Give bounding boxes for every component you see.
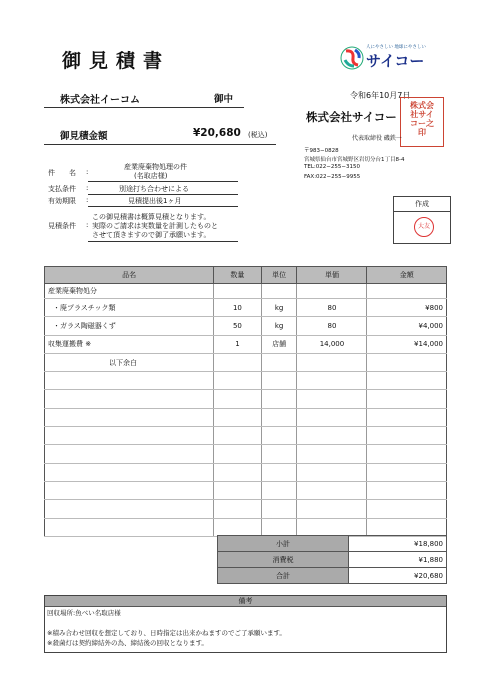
item-price <box>297 353 367 371</box>
item-name: 以下余白 <box>45 353 214 371</box>
table-row <box>45 427 447 445</box>
item-unit <box>261 372 297 390</box>
item-price <box>297 518 367 536</box>
item-unit <box>261 353 297 371</box>
issue-date: 令和6年10月7日 <box>350 91 411 100</box>
validity-value: 見積提出後1ヶ月 <box>128 197 182 205</box>
col-header-amount: 金額 <box>367 267 447 284</box>
col-header-qty: 数量 <box>214 267 261 284</box>
item-price <box>297 284 367 299</box>
item-price: 80 <box>297 317 367 335</box>
item-name <box>45 427 214 445</box>
col-header-unit: 単位 <box>261 267 297 284</box>
subject-line1: 産業廃棄物処理の件 <box>124 163 187 171</box>
author-stamp-label: 作成 <box>394 197 450 212</box>
payment-value: 別途打ち合わせによる <box>119 185 189 193</box>
client-name: 株式会社イーコム <box>60 95 140 106</box>
items-table <box>44 266 447 537</box>
subject-line2: (名取店様) <box>134 172 168 180</box>
estimate-amount: ¥20,680 <box>193 127 241 139</box>
estimate-tax-note: (税込) <box>248 131 268 139</box>
item-name <box>45 518 214 536</box>
item-name: ・ガラス陶磁器くず <box>45 317 214 335</box>
item-price <box>297 408 367 426</box>
col-header-price: 単価 <box>297 267 367 284</box>
estimate-condition-line: この御見積書は概算見積となります。 <box>92 213 211 221</box>
table-row <box>45 299 447 317</box>
item-qty <box>214 427 261 445</box>
item-amount <box>367 445 447 463</box>
table-row <box>45 353 447 371</box>
table-row <box>45 317 447 335</box>
author-stamp-box <box>393 196 451 244</box>
item-name: 収集運搬費 ※ <box>45 335 214 353</box>
subtotal-label: 小計 <box>218 536 349 552</box>
item-amount <box>367 284 447 299</box>
issuer-company: 株式会社サイコー <box>306 110 397 124</box>
item-price <box>297 500 367 518</box>
item-qty <box>214 463 261 481</box>
item-price <box>297 390 367 408</box>
client-underline <box>44 107 244 108</box>
item-name <box>45 390 214 408</box>
item-unit <box>261 427 297 445</box>
item-amount <box>367 463 447 481</box>
item-unit <box>261 481 297 499</box>
item-qty <box>214 445 261 463</box>
fax: FAX:022−255−9955 <box>304 174 361 180</box>
table-row <box>45 463 447 481</box>
logo-tagline: 人にやさしい 地球にやさしい <box>366 45 426 50</box>
item-price <box>297 481 367 499</box>
col-header-item: 品名 <box>45 267 214 284</box>
total-label: 合計 <box>218 568 349 584</box>
representative: 代表取締役 磯鉄一 <box>352 135 402 142</box>
item-amount: ¥800 <box>367 299 447 317</box>
item-price <box>297 463 367 481</box>
estimate-condition-label: 見積条件 <box>48 222 76 230</box>
estimate-amount-label: 御見積金額 <box>60 131 108 142</box>
item-amount <box>367 390 447 408</box>
client-honorific: 御中 <box>214 94 234 105</box>
item-name <box>45 408 214 426</box>
item-name <box>45 372 214 390</box>
item-unit <box>261 445 297 463</box>
table-row <box>45 284 447 299</box>
table-row <box>45 335 447 353</box>
item-unit: kg <box>261 299 297 317</box>
author-stamp: 大友 <box>414 217 434 237</box>
item-qty: 10 <box>214 299 261 317</box>
item-unit: 店舗 <box>261 335 297 353</box>
item-unit: kg <box>261 317 297 335</box>
logo-name: サイコー <box>366 52 425 70</box>
item-unit <box>261 463 297 481</box>
document-title: 御見積書 <box>62 50 171 72</box>
totals-table <box>217 535 447 584</box>
table-row <box>45 390 447 408</box>
estimate-condition-line: 実際のご請求は実数量を計測したものと <box>92 222 218 230</box>
tel: TEL:022−255−3150 <box>304 164 360 170</box>
postal-code: 〒983−0828 <box>304 148 339 154</box>
remarks-box <box>44 595 447 653</box>
item-qty: 1 <box>214 335 261 353</box>
item-price <box>297 427 367 445</box>
item-qty <box>214 353 261 371</box>
item-price <box>297 445 367 463</box>
total-value: ¥20,680 <box>349 568 447 584</box>
item-amount <box>367 518 447 536</box>
remarks-header: 備考 <box>45 596 446 607</box>
item-price: 80 <box>297 299 367 317</box>
payment-label: 支払条件 <box>48 185 76 193</box>
item-name <box>45 500 214 518</box>
item-amount <box>367 481 447 499</box>
table-row <box>45 372 447 390</box>
item-unit <box>261 518 297 536</box>
tax-label: 消費税 <box>218 552 349 568</box>
item-qty <box>214 390 261 408</box>
item-amount <box>367 353 447 371</box>
company-logo <box>340 44 460 74</box>
item-price: 14,000 <box>297 335 367 353</box>
leaf-logo-icon <box>340 46 364 70</box>
item-amount <box>367 372 447 390</box>
item-qty <box>214 408 261 426</box>
item-price <box>297 372 367 390</box>
amount-underline <box>44 144 276 145</box>
remarks-line: 回収場所:魚べい名取店様 <box>47 609 121 617</box>
item-name <box>45 481 214 499</box>
item-name: 産業廃棄物処分 <box>45 284 214 299</box>
tax-value: ¥1,880 <box>349 552 447 568</box>
item-name <box>45 463 214 481</box>
item-qty <box>214 372 261 390</box>
item-qty <box>214 284 261 299</box>
validity-label: 有効期限 <box>48 197 76 205</box>
item-name: ・廃プラスチック類 <box>45 299 214 317</box>
table-row <box>45 481 447 499</box>
item-qty <box>214 518 261 536</box>
table-row <box>45 518 447 536</box>
subject-label: 件 名 <box>48 169 76 177</box>
subtotal-value: ¥18,800 <box>349 536 447 552</box>
item-name <box>45 445 214 463</box>
address: 宮城県仙台市宮城野区岩切分台1丁目8-4 <box>304 157 405 163</box>
item-unit <box>261 408 297 426</box>
remarks-line: ※殺菌灯は契約締結外の為、締結後の回収となります。 <box>47 639 208 647</box>
item-amount: ¥4,000 <box>367 317 447 335</box>
table-row <box>45 500 447 518</box>
item-unit <box>261 390 297 408</box>
table-row <box>45 408 447 426</box>
item-amount <box>367 500 447 518</box>
item-qty: 50 <box>214 317 261 335</box>
item-unit <box>261 500 297 518</box>
item-qty <box>214 481 261 499</box>
item-qty <box>214 500 261 518</box>
estimate-condition-line: させて頂きますので御了承願います。 <box>92 231 211 239</box>
remarks-line: ※積み合わせ回収を想定しており、日時指定は出来かねますのでご了承願います。 <box>47 629 286 637</box>
company-seal: 株式会社サイコー之印 <box>400 97 444 147</box>
item-unit <box>261 284 297 299</box>
item-amount: ¥14,000 <box>367 335 447 353</box>
item-amount <box>367 427 447 445</box>
item-amount <box>367 408 447 426</box>
table-row <box>45 445 447 463</box>
